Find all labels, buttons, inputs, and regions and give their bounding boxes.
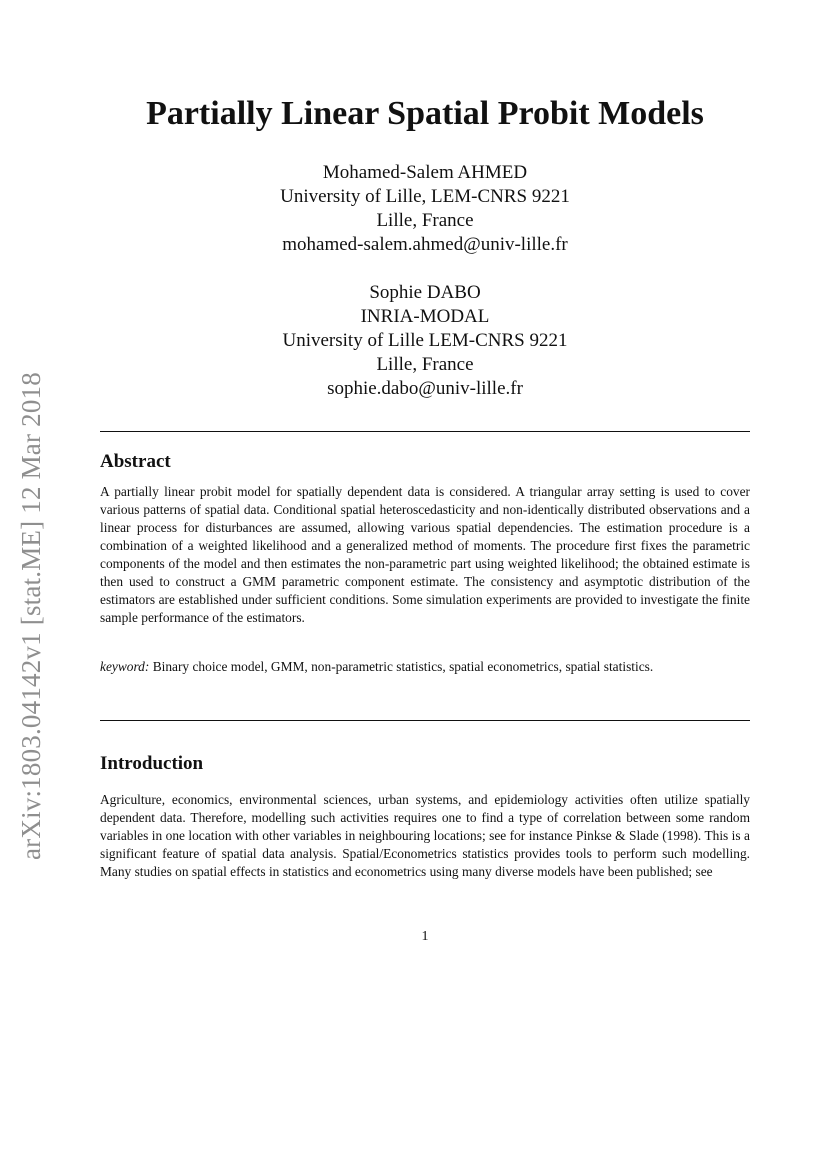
author-affiliation: University of Lille LEM-CNRS 9221 [282, 330, 568, 351]
author-location: Lille, France [376, 354, 474, 375]
abstract-bottom-rule [100, 720, 750, 721]
paper-title: Partially Linear Spatial Probit Models [146, 95, 704, 132]
introduction-text: Agriculture, economics, environmental sciences, urban systems, and epidemiology activities often utilize spatially dependent data. Therefore, modelling such activities requires one to find a type of correlation between some random variables in one location with other variables in neighbouring locations; see for instance Pinkse & Slade (1998). This is a significant feature of spatial data analysis. Spatial/Econometrics statistics provides tools to perform such modelling. Many studies on spatial effects in statistics and econometrics using many diverse models have been published; see [100, 792, 750, 879]
page-number: 1 [421, 929, 429, 944]
author-name: Mohamed-Salem AHMED [322, 162, 528, 183]
author-location: Lille, France [376, 210, 474, 231]
author-email[interactable]: sophie.dabo@univ-lille.fr [327, 378, 523, 399]
keywords-line [100, 658, 750, 676]
author-name: Sophie DABO [369, 282, 481, 303]
author-email[interactable]: mohamed-salem.ahmed@univ-lille.fr [282, 234, 568, 255]
introduction-heading: Introduction [100, 753, 204, 774]
author-affiliation: INRIA-MODAL [360, 306, 490, 327]
keywords-list: Binary choice model, GMM, non-parametric statistics, spatial econometrics, spatial statistics. [152, 659, 654, 674]
arxiv-identifier-stamp: arXiv:1803.04142v1 [stat.ME] 12 Mar 2018 [16, 372, 46, 860]
author-affiliation: University of Lille, LEM-CNRS 9221 [280, 186, 570, 207]
abstract-heading: Abstract [100, 451, 171, 472]
abstract-top-rule [100, 431, 750, 432]
author-block-2 [100, 281, 750, 401]
abstract-text: A partially linear probit model for spatially dependent data is considered. A triangular array setting is used to cover various patterns of spatial data. Conditional spatial heteroscedasticity and non-identically distributed observations and a linear process for disturbances are assumed, allowing various spatial dependencies. The estimation procedure is a combination of a weighted likelihood and a generalized method of moments. The procedure first fixes the parametric components of the model and then estimates the non-parametric part using weighted likelihood; the obtained estimate is then used to construct a GMM parametric component estimate. The consistency and asymptotic distribution of the estimators are established under sufficient conditions. Some simulation experiments are provided to investigate the finite sample performance of the estimators. [100, 484, 750, 625]
keywords-label: keyword: [100, 659, 150, 674]
author-block-1 [100, 161, 750, 257]
